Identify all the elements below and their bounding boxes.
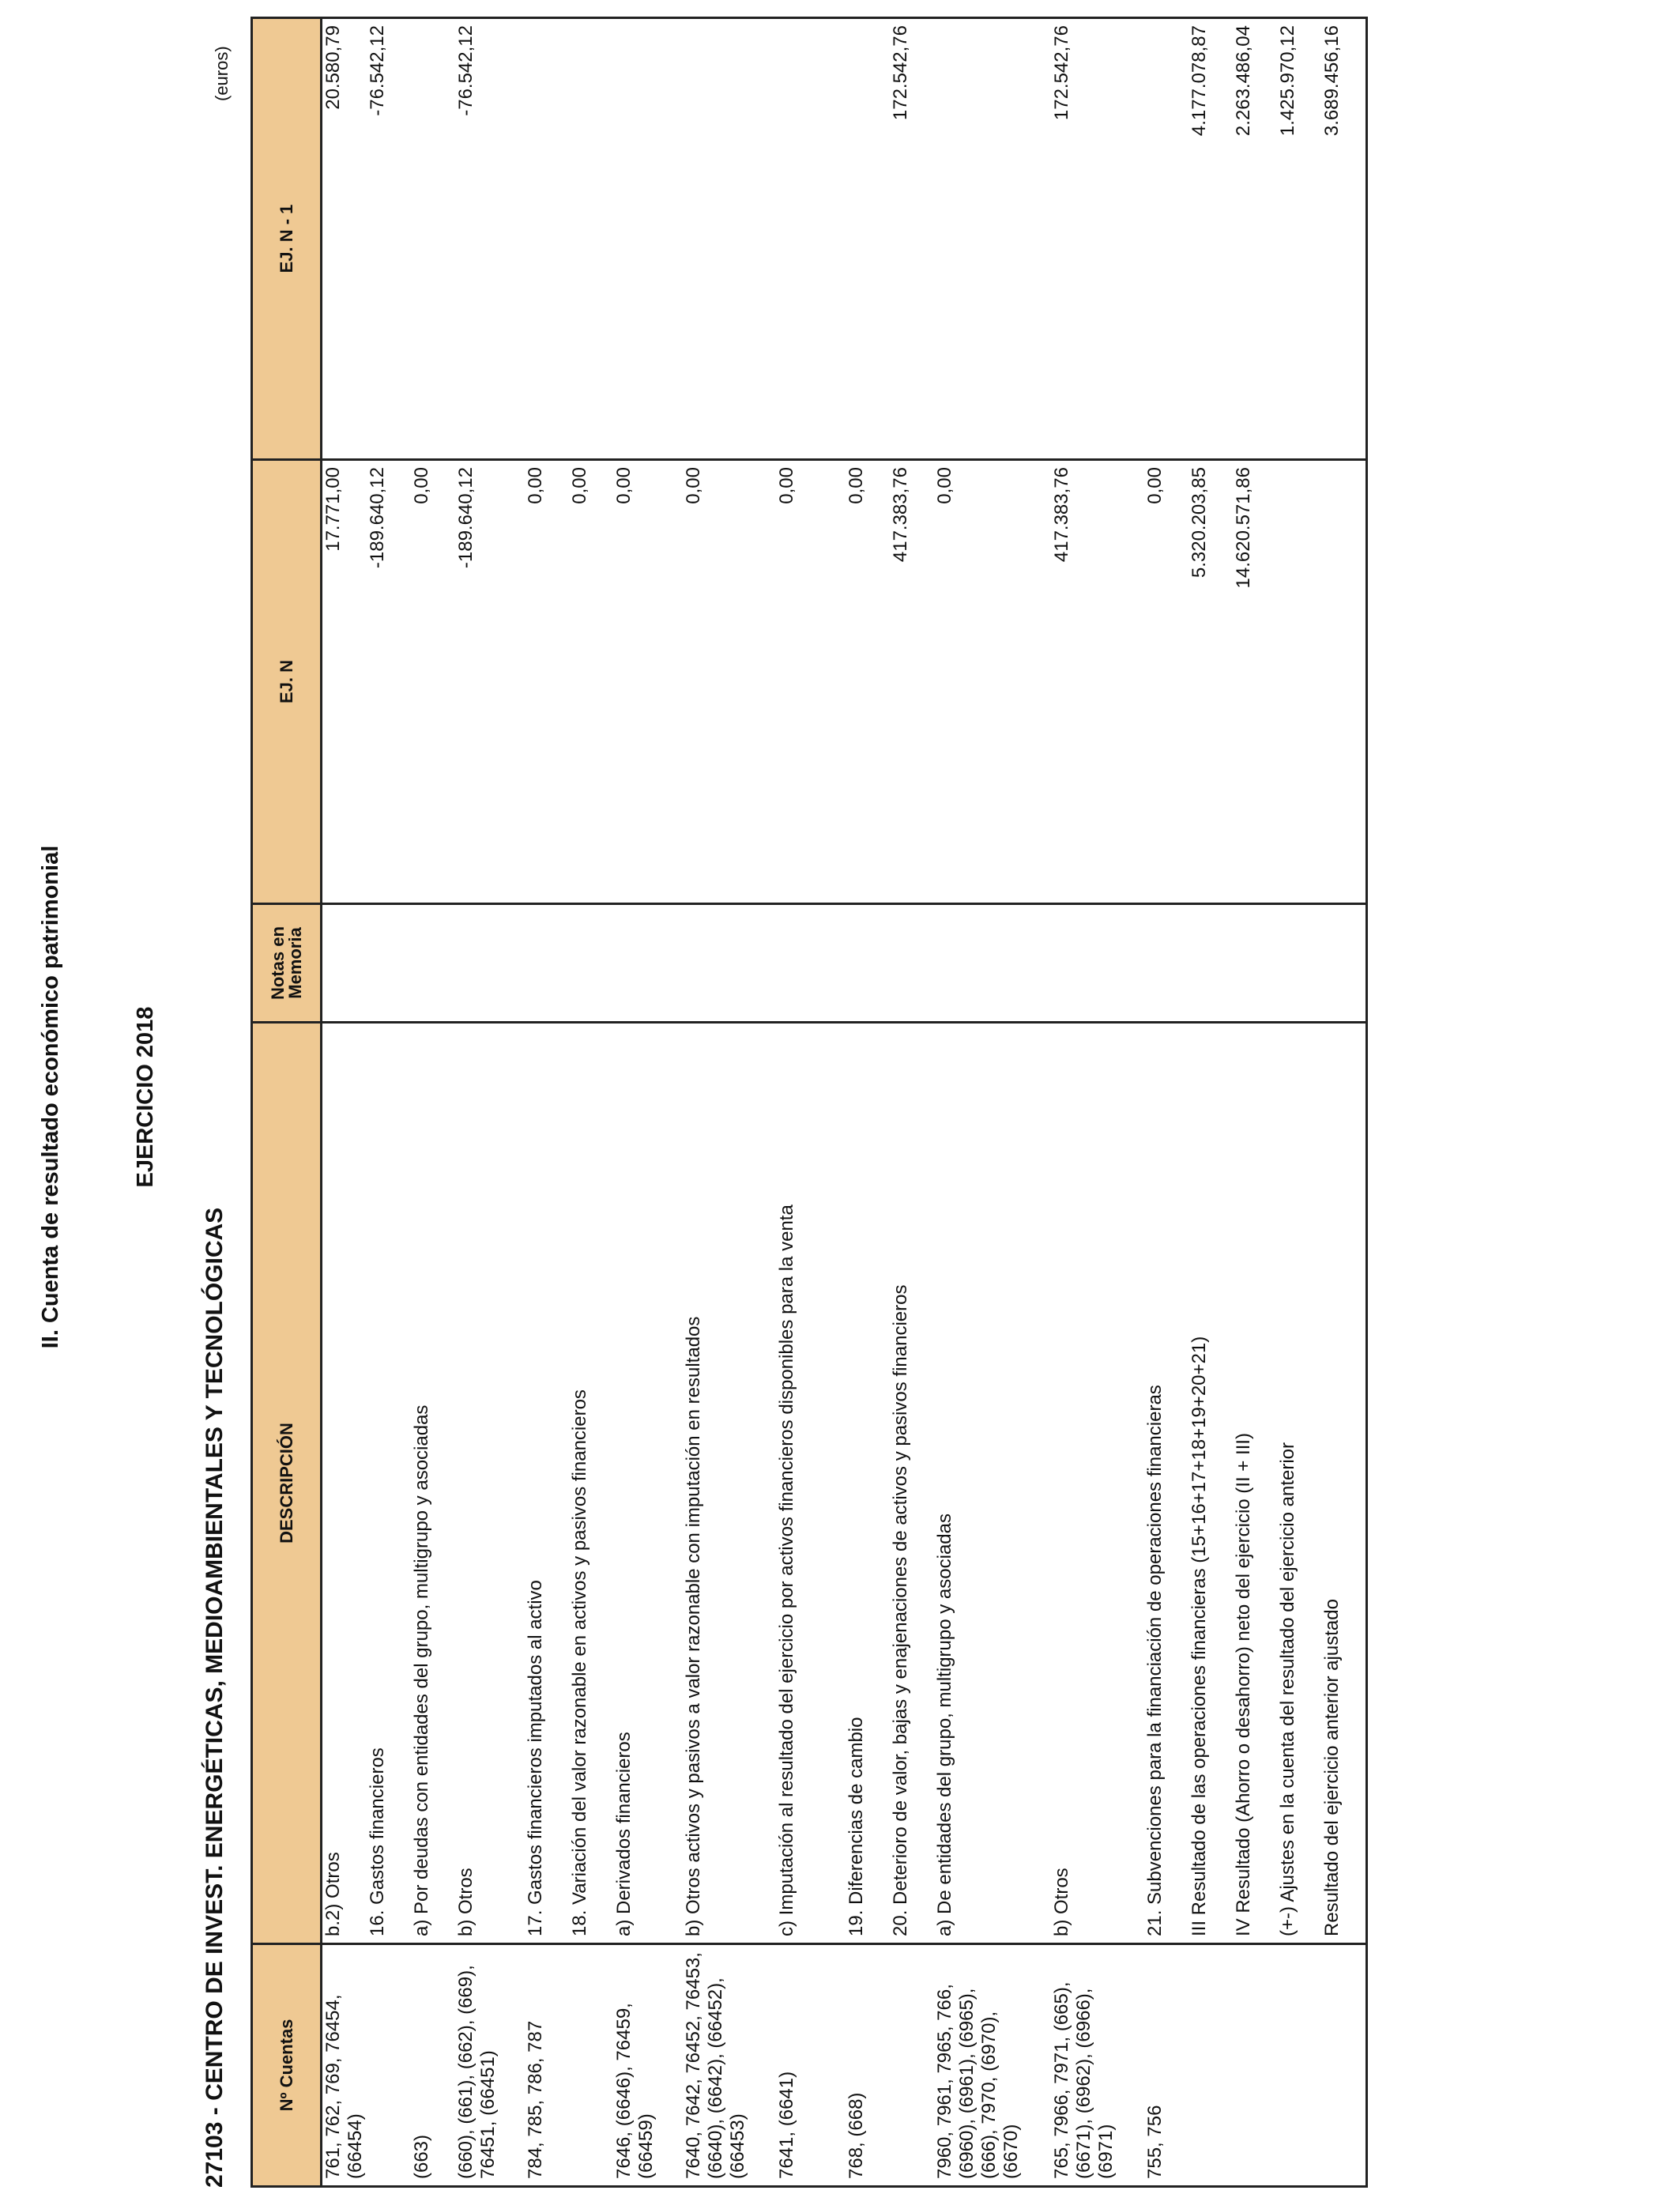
column-header-description: DESCRIPCIÓN [252, 1023, 322, 1944]
row-description: (+-) Ajustes en la cuenta del resultado del ejercicio anterior [1277, 1023, 1321, 1944]
table-row [934, 18, 1051, 2187]
table-row [1277, 18, 1321, 2187]
currency-label: (euros) [212, 46, 232, 101]
row-accounts: 761, 762, 769, 76454, (66454) [322, 1944, 367, 2187]
row-current-value: 17.771,00 [322, 460, 367, 904]
row-current-value: 0,00 [525, 460, 569, 904]
row-notes [1144, 904, 1188, 1023]
row-previous-value [776, 18, 846, 460]
row-description: c) Imputación al resultado del ejercicio por activos financieros disponibles para la venta [776, 1023, 846, 1944]
row-accounts: 7960, 7961, 7965, 766, (6960), (6961), (6965), (666), 7970, (6970), (6670) [934, 1944, 1051, 2187]
table-row [1144, 18, 1188, 2187]
row-current-value: 0,00 [776, 460, 846, 904]
column-header-current-year: EJ. N [252, 460, 322, 904]
row-current-value: 0,00 [569, 460, 613, 904]
row-previous-value: 1.425.970,12 [1277, 18, 1321, 460]
row-current-value: 417.383,76 [1051, 460, 1144, 904]
row-current-value: 417.383,76 [890, 460, 934, 904]
row-description: III Resultado de las operaciones financieras (15+16+17+18+19+20+21) [1188, 1023, 1233, 1944]
row-notes [411, 904, 455, 1023]
table-row [776, 18, 846, 2187]
row-accounts [890, 1944, 934, 2187]
row-current-value: 0,00 [934, 460, 1051, 904]
row-description: 17. Gastos financieros imputados al activo [525, 1023, 569, 1944]
row-accounts: 7641, (6641) [776, 1944, 846, 2187]
column-header-accounts: Nº Cuentas [252, 1944, 322, 2187]
row-accounts [367, 1944, 411, 2187]
row-notes [613, 904, 683, 1023]
column-header-notes: Notas en Memoria [252, 904, 322, 1023]
row-description: a) Por deudas con entidades del grupo, multigrupo y asociadas [411, 1023, 455, 1944]
row-description: 19. Diferencias de cambio [846, 1023, 890, 1944]
table-row [1188, 18, 1233, 2187]
row-accounts: 784, 785, 786, 787 [525, 1944, 569, 2187]
row-previous-value: 3.689.456,16 [1321, 18, 1367, 460]
table-row [411, 18, 455, 2187]
row-notes [322, 904, 367, 1023]
row-notes [1188, 904, 1233, 1023]
report-title: II. Cuenta de resultado económico patrimonial [38, 845, 63, 1349]
row-notes [890, 904, 934, 1023]
row-previous-value: -76.542,12 [455, 18, 525, 460]
row-accounts [1233, 1944, 1277, 2187]
row-accounts [1277, 1944, 1321, 2187]
row-current-value: -189.640,12 [367, 460, 411, 904]
row-notes [1321, 904, 1367, 1023]
row-accounts: 765, 7966, 7971, (665), (6671), (6962), (6966), (6971) [1051, 1944, 1144, 2187]
table-row [683, 18, 776, 2187]
table-row [322, 18, 367, 2187]
row-accounts: (660), (661), (662), (669), 76451, (66451) [455, 1944, 525, 2187]
row-description: a) De entidades del grupo, multigrupo y asociadas [934, 1023, 1051, 1944]
row-previous-value: -76.542,12 [367, 18, 411, 460]
row-notes [1233, 904, 1277, 1023]
row-current-value [1277, 460, 1321, 904]
table-row [1233, 18, 1277, 2187]
table-row [846, 18, 890, 2187]
row-previous-value [934, 18, 1051, 460]
row-description: Resultado del ejercicio anterior ajustado [1321, 1023, 1367, 1944]
row-description: a) Derivados financieros [613, 1023, 683, 1944]
row-description: b) Otros [1051, 1023, 1144, 1944]
row-accounts: 755, 756 [1144, 1944, 1188, 2187]
row-accounts: (663) [411, 1944, 455, 2187]
row-current-value: 5.320.203,85 [1188, 460, 1233, 904]
row-notes [1051, 904, 1144, 1023]
table-row [1051, 18, 1144, 2187]
row-description: IV Resultado (Ahorro o desahorro) neto del ejercicio (II + III) [1233, 1023, 1277, 1944]
row-notes [846, 904, 890, 1023]
row-description: 21. Subvenciones para la financiación de operaciones financieras [1144, 1023, 1188, 1944]
row-accounts: 7640, 7642, 76452, 76453, (6640), (6642), (66452), (66453) [683, 1944, 776, 2187]
row-previous-value [683, 18, 776, 460]
row-accounts: 7646, (6646), 76459, (66459) [613, 1944, 683, 2187]
table-row [455, 18, 525, 2187]
table-row [1321, 18, 1367, 2187]
table-row [613, 18, 683, 2187]
row-previous-value [613, 18, 683, 460]
result-table [250, 17, 1368, 2188]
row-notes [569, 904, 613, 1023]
row-description: 20. Deterioro de valor, bajas y enajenaciones de activos y pasivos financieros [890, 1023, 934, 1944]
row-description: 18. Variación del valor razonable en activos y pasivos financieros [569, 1023, 613, 1944]
row-description: b) Otros [455, 1023, 525, 1944]
row-accounts [569, 1944, 613, 2187]
row-notes [367, 904, 411, 1023]
row-notes [455, 904, 525, 1023]
row-previous-value [846, 18, 890, 460]
row-previous-value: 2.263.486,04 [1233, 18, 1277, 460]
row-current-value: 0,00 [1144, 460, 1188, 904]
row-previous-value [411, 18, 455, 460]
row-previous-value: 172.542,76 [890, 18, 934, 460]
table-row [367, 18, 411, 2187]
row-previous-value: 4.177.078,87 [1188, 18, 1233, 460]
row-current-value: 0,00 [846, 460, 890, 904]
table-header-row [252, 18, 322, 2187]
row-description: 16. Gastos financieros [367, 1023, 411, 1944]
row-current-value: 0,00 [683, 460, 776, 904]
row-previous-value [569, 18, 613, 460]
row-current-value: -189.640,12 [455, 460, 525, 904]
row-notes [934, 904, 1051, 1023]
row-accounts [1188, 1944, 1233, 2187]
column-header-previous-year: EJ. N - 1 [252, 18, 322, 460]
row-description: b) Otros activos y pasivos a valor razonable con imputación en resultados [683, 1023, 776, 1944]
table-row [890, 18, 934, 2187]
row-notes [776, 904, 846, 1023]
row-current-value: 14.620.571,86 [1233, 460, 1277, 904]
row-previous-value [1144, 18, 1188, 460]
exercise-year: EJERCICIO 2018 [133, 1006, 158, 1188]
row-previous-value: 20.580,79 [322, 18, 367, 460]
row-current-value: 0,00 [411, 460, 455, 904]
row-current-value: 0,00 [613, 460, 683, 904]
entity-name: 27103 - CENTRO DE INVEST. ENERGÉTICAS, MEDIOAMBIENTALES Y TECNOLÓGICAS [202, 1207, 228, 2188]
row-previous-value: 172.542,76 [1051, 18, 1144, 460]
row-current-value [1321, 460, 1367, 904]
row-notes [683, 904, 776, 1023]
row-accounts: 768, (668) [846, 1944, 890, 2187]
row-notes [1277, 904, 1321, 1023]
table-row [569, 18, 613, 2187]
row-notes [525, 904, 569, 1023]
row-previous-value [525, 18, 569, 460]
row-accounts [1321, 1944, 1367, 2187]
table-row [525, 18, 569, 2187]
row-description: b.2) Otros [322, 1023, 367, 1944]
